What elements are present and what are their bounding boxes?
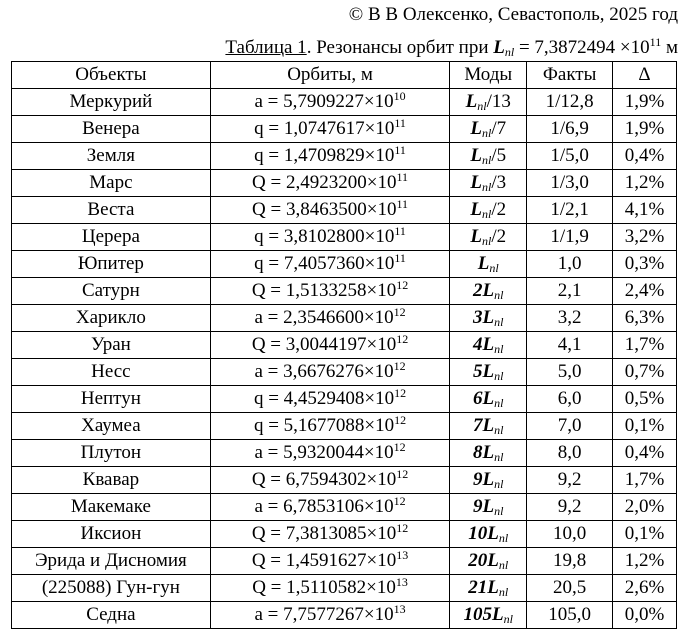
cell-delta: 0,3% [613, 251, 677, 278]
cell-mode [450, 197, 527, 224]
mode-symbol: L [482, 442, 495, 463]
cell-fact: 2,1 [527, 278, 613, 305]
orbit-exponent: 11 [394, 143, 406, 157]
mode-coefficient: 9 [473, 496, 483, 517]
cell-fact: 20,5 [527, 575, 613, 602]
cell-orbit [210, 467, 450, 494]
cell-object: Несс [12, 359, 211, 386]
orbit-value: Q = 6,7594302×10 [251, 469, 397, 490]
cell-orbit [210, 332, 450, 359]
cell-delta: 1,2% [613, 548, 677, 575]
table-body [12, 89, 677, 629]
mode-divisor: /7 [491, 118, 507, 139]
orbit-exponent: 13 [396, 548, 409, 562]
cell-fact: 3,2 [527, 305, 613, 332]
mode-symbol-subscript: nl [482, 153, 492, 167]
cell-fact: 1/6,9 [527, 116, 613, 143]
cell-fact: 9,2 [527, 494, 613, 521]
cell-fact: 1/12,8 [527, 89, 613, 116]
orbit-value: a = 7,7577267×10 [254, 604, 394, 625]
header-modes: Моды [450, 62, 527, 89]
table-caption [225, 35, 678, 61]
mode-coefficient: 21 [468, 577, 488, 598]
cell-object: Марс [12, 170, 211, 197]
cell-orbit [210, 197, 450, 224]
table-row [12, 386, 677, 413]
mode-symbol: L [465, 91, 478, 112]
cell-object: Хаумеа [12, 413, 211, 440]
orbit-value: Q = 2,4923200×10 [252, 172, 397, 193]
cell-fact: 1,0 [527, 251, 613, 278]
orbit-exponent: 11 [396, 197, 409, 211]
cell-delta: 2,0% [613, 494, 677, 521]
mode-symbol-subscript: nl [494, 288, 504, 302]
cell-object: Меркурий [12, 89, 211, 116]
table-row [12, 413, 677, 440]
header-objects: Объекты [12, 62, 211, 89]
cell-object: Седна [12, 602, 211, 629]
orbit-exponent: 11 [394, 116, 406, 130]
resonance-table [11, 61, 677, 629]
mode-symbol-subscript: nl [494, 477, 504, 491]
cell-mode [450, 143, 527, 170]
orbit-value: a = 3,6676276×10 [254, 361, 394, 382]
cell-delta: 6,3% [613, 305, 677, 332]
orbit-value: a = 5,9320044×10 [254, 442, 394, 463]
table-row [12, 116, 677, 143]
cell-object: Иксион [12, 521, 211, 548]
cell-orbit [210, 305, 450, 332]
table-row [12, 494, 677, 521]
mode-coefficient: 4 [473, 334, 483, 355]
mode-symbol-subscript: nl [498, 585, 509, 599]
mode-coefficient: 6 [473, 388, 483, 409]
mode-symbol: L [482, 496, 495, 517]
orbit-exponent: 12 [396, 278, 409, 292]
cell-object: Харикло [12, 305, 211, 332]
mode-coefficient: 5 [473, 361, 483, 382]
table-row [12, 143, 677, 170]
cell-delta: 0,1% [613, 521, 677, 548]
cell-object: Макемаке [12, 494, 211, 521]
mode-symbol-subscript: nl [494, 396, 504, 410]
orbit-value: q = 7,4057360×10 [254, 253, 395, 274]
cell-orbit [210, 143, 450, 170]
orbit-value: q = 1,0747617×10 [254, 118, 395, 139]
cell-fact: 10,0 [527, 521, 613, 548]
mode-symbol: L [470, 199, 482, 220]
orbit-exponent: 12 [394, 413, 407, 427]
orbit-value: q = 3,8102800×10 [254, 226, 395, 247]
mode-symbol: L [482, 415, 495, 436]
cell-object: Уран [12, 332, 211, 359]
orbit-exponent: 11 [394, 251, 406, 265]
cell-delta: 0,4% [613, 143, 677, 170]
cell-orbit [210, 548, 450, 575]
cell-orbit [210, 359, 450, 386]
mode-divisor: /13 [486, 91, 511, 112]
copyright-line: © В В Олексенко, Севастополь, 2025 год [348, 4, 678, 25]
mode-symbol: L [482, 388, 495, 409]
cell-orbit [210, 386, 450, 413]
cell-mode [450, 386, 527, 413]
cell-fact: 8,0 [527, 440, 613, 467]
cell-delta: 2,4% [613, 278, 677, 305]
cell-fact: 105,0 [527, 602, 613, 629]
orbit-value: a = 5,7909227×10 [254, 91, 394, 112]
cell-mode [450, 467, 527, 494]
mode-symbol-subscript: nl [489, 261, 499, 275]
orbit-exponent: 13 [395, 575, 408, 589]
mode-symbol-subscript: nl [482, 207, 492, 221]
cell-fact: 4,1 [527, 332, 613, 359]
cell-mode [450, 251, 527, 278]
cell-mode [450, 602, 527, 629]
cell-orbit [210, 170, 450, 197]
cell-object: Земля [12, 143, 211, 170]
orbit-exponent: 12 [394, 386, 407, 400]
mode-symbol: L [487, 577, 499, 598]
mode-symbol: L [492, 604, 504, 625]
table-row [12, 224, 677, 251]
cell-delta: 2,6% [613, 575, 677, 602]
table-row [12, 89, 677, 116]
mode-symbol-subscript: nl [498, 531, 509, 545]
orbit-exponent: 11 [396, 170, 409, 184]
cell-mode [450, 521, 527, 548]
table-row [12, 440, 677, 467]
orbit-exponent: 13 [393, 602, 406, 616]
cell-fact: 6,0 [527, 386, 613, 413]
mode-divisor: /2 [491, 199, 507, 220]
cell-object: Веста [12, 197, 211, 224]
mode-symbol: L [470, 172, 482, 193]
cell-orbit [210, 413, 450, 440]
mode-symbol: L [470, 226, 482, 247]
cell-fact: 5,0 [527, 359, 613, 386]
cell-object: Плутон [12, 440, 211, 467]
cell-fact: 1/2,1 [527, 197, 613, 224]
mode-symbol-subscript: nl [482, 180, 492, 194]
cell-mode [450, 494, 527, 521]
orbit-value: a = 6,7853106×10 [254, 496, 394, 517]
table-row [12, 602, 677, 629]
mode-coefficient: 3 [473, 307, 483, 328]
mode-symbol: L [477, 253, 490, 274]
cell-delta: 4,1% [613, 197, 677, 224]
table-row [12, 575, 677, 602]
cell-delta: 0,5% [613, 386, 677, 413]
mode-coefficient: 2 [473, 280, 483, 301]
orbit-value: Q = 7,3813085×10 [251, 523, 397, 544]
header-row [12, 62, 677, 89]
mode-symbol-subscript: nl [482, 126, 492, 140]
mode-symbol-subscript: nl [494, 342, 504, 356]
orbit-value: Q = 1,5110582×10 [252, 577, 396, 598]
cell-orbit [210, 440, 450, 467]
table-row [12, 305, 677, 332]
orbit-exponent: 12 [396, 467, 409, 481]
cell-delta: 0,7% [613, 359, 677, 386]
table-row [12, 548, 677, 575]
cell-mode [450, 413, 527, 440]
mode-symbol: L [482, 307, 495, 328]
cell-delta: 1,7% [613, 467, 677, 494]
cell-orbit [210, 575, 450, 602]
cell-mode [450, 278, 527, 305]
orbit-value: Q = 1,5133258×10 [251, 280, 397, 301]
cell-orbit [210, 521, 450, 548]
table-row [12, 278, 677, 305]
mode-coefficient: 8 [473, 442, 483, 463]
orbit-value: q = 5,1677088×10 [253, 415, 395, 436]
mode-symbol-subscript: nl [503, 612, 513, 626]
mode-symbol-subscript: nl [477, 99, 487, 113]
orbit-exponent: 11 [394, 224, 406, 238]
cell-mode [450, 224, 527, 251]
cell-orbit [210, 116, 450, 143]
cell-object: (225088) Гун-гун [12, 575, 211, 602]
cell-fact: 9,2 [527, 467, 613, 494]
cell-delta: 0,4% [613, 440, 677, 467]
cell-delta: 1,9% [613, 116, 677, 143]
orbit-exponent: 12 [393, 494, 406, 508]
cell-fact: 7,0 [527, 413, 613, 440]
mode-symbol: L [470, 145, 482, 166]
cell-mode [450, 116, 527, 143]
caption-label: Таблица 1 [225, 37, 307, 58]
header-delta: Δ [613, 62, 677, 89]
cell-mode [450, 440, 527, 467]
mode-symbol-subscript: nl [494, 450, 504, 464]
cell-orbit [210, 89, 450, 116]
orbit-exponent: 12 [393, 440, 406, 454]
mode-symbol: L [482, 280, 495, 301]
orbit-value: q = 4,4529408×10 [253, 388, 395, 409]
mode-symbol-subscript: nl [482, 234, 492, 248]
cell-mode [450, 170, 527, 197]
orbit-exponent: 12 [393, 359, 406, 373]
orbit-exponent: 12 [393, 305, 406, 319]
cell-object: Сатурн [12, 278, 211, 305]
cell-delta: 0,1% [613, 413, 677, 440]
cell-fact: 1/3,0 [527, 170, 613, 197]
mode-symbol-subscript: nl [498, 558, 509, 572]
cell-orbit [210, 278, 450, 305]
orbit-value: a = 2,3546600×10 [254, 307, 394, 328]
mode-symbol: L [487, 550, 499, 571]
table-row [12, 521, 677, 548]
cell-delta: 3,2% [613, 224, 677, 251]
mode-symbol: L [482, 361, 495, 382]
mode-coefficient: 10 [468, 523, 488, 544]
caption-symbol: L [493, 37, 505, 58]
cell-mode [450, 359, 527, 386]
mode-symbol-subscript: nl [494, 504, 504, 518]
cell-delta: 0,0% [613, 602, 677, 629]
table-row [12, 332, 677, 359]
caption-symbol-subscript: nl [504, 45, 515, 59]
orbit-value: Q = 1,4591627×10 [251, 550, 397, 571]
orbit-exponent: 12 [396, 332, 409, 346]
table-row [12, 359, 677, 386]
cell-delta: 1,9% [613, 89, 677, 116]
mode-symbol-subscript: nl [494, 423, 504, 437]
header-facts: Факты [527, 62, 613, 89]
mode-symbol-subscript: nl [494, 315, 504, 329]
mode-coefficient: 105 [463, 604, 493, 625]
header-orbits: Орбиты, м [210, 62, 450, 89]
mode-symbol: L [482, 334, 495, 355]
cell-mode [450, 548, 527, 575]
cell-mode [450, 305, 527, 332]
cell-mode [450, 575, 527, 602]
cell-object: Нептун [12, 386, 211, 413]
cell-orbit [210, 602, 450, 629]
cell-orbit [210, 251, 450, 278]
mode-coefficient: 7 [473, 415, 483, 436]
cell-orbit [210, 494, 450, 521]
cell-mode [450, 89, 527, 116]
orbit-value: Q = 3,8463500×10 [252, 199, 397, 220]
orbit-exponent: 10 [393, 89, 406, 103]
orbit-value: q = 1,4709829×10 [254, 145, 395, 166]
caption-unit: м [661, 37, 678, 58]
cell-fact: 1/5,0 [527, 143, 613, 170]
mode-coefficient: 9 [473, 469, 483, 490]
mode-symbol: L [470, 118, 482, 139]
orbit-value: Q = 3,0044197×10 [251, 334, 397, 355]
table-row [12, 251, 677, 278]
table-row [12, 197, 677, 224]
orbit-exponent: 12 [396, 521, 409, 535]
caption-text: . Резонансы орбит при [306, 37, 494, 58]
table-row [12, 467, 677, 494]
caption-exponent: 11 [649, 35, 662, 49]
mode-divisor: /2 [491, 226, 507, 247]
cell-delta: 1,2% [613, 170, 677, 197]
cell-fact: 1/1,9 [527, 224, 613, 251]
mode-symbol: L [482, 469, 495, 490]
cell-object: Эрида и Дисномия [12, 548, 211, 575]
cell-object: Венера [12, 116, 211, 143]
table-row [12, 170, 677, 197]
mode-symbol-subscript: nl [494, 369, 504, 383]
mode-symbol: L [487, 523, 499, 544]
cell-object: Квавар [12, 467, 211, 494]
cell-delta: 1,7% [613, 332, 677, 359]
caption-value: = 7,3872494 ×10 [514, 37, 650, 58]
cell-fact: 19,8 [527, 548, 613, 575]
cell-mode [450, 332, 527, 359]
mode-divisor: /5 [491, 145, 507, 166]
cell-object: Церера [12, 224, 211, 251]
cell-orbit [210, 224, 450, 251]
cell-object: Юпитер [12, 251, 211, 278]
mode-divisor: /3 [491, 172, 507, 193]
mode-coefficient: 20 [468, 550, 488, 571]
